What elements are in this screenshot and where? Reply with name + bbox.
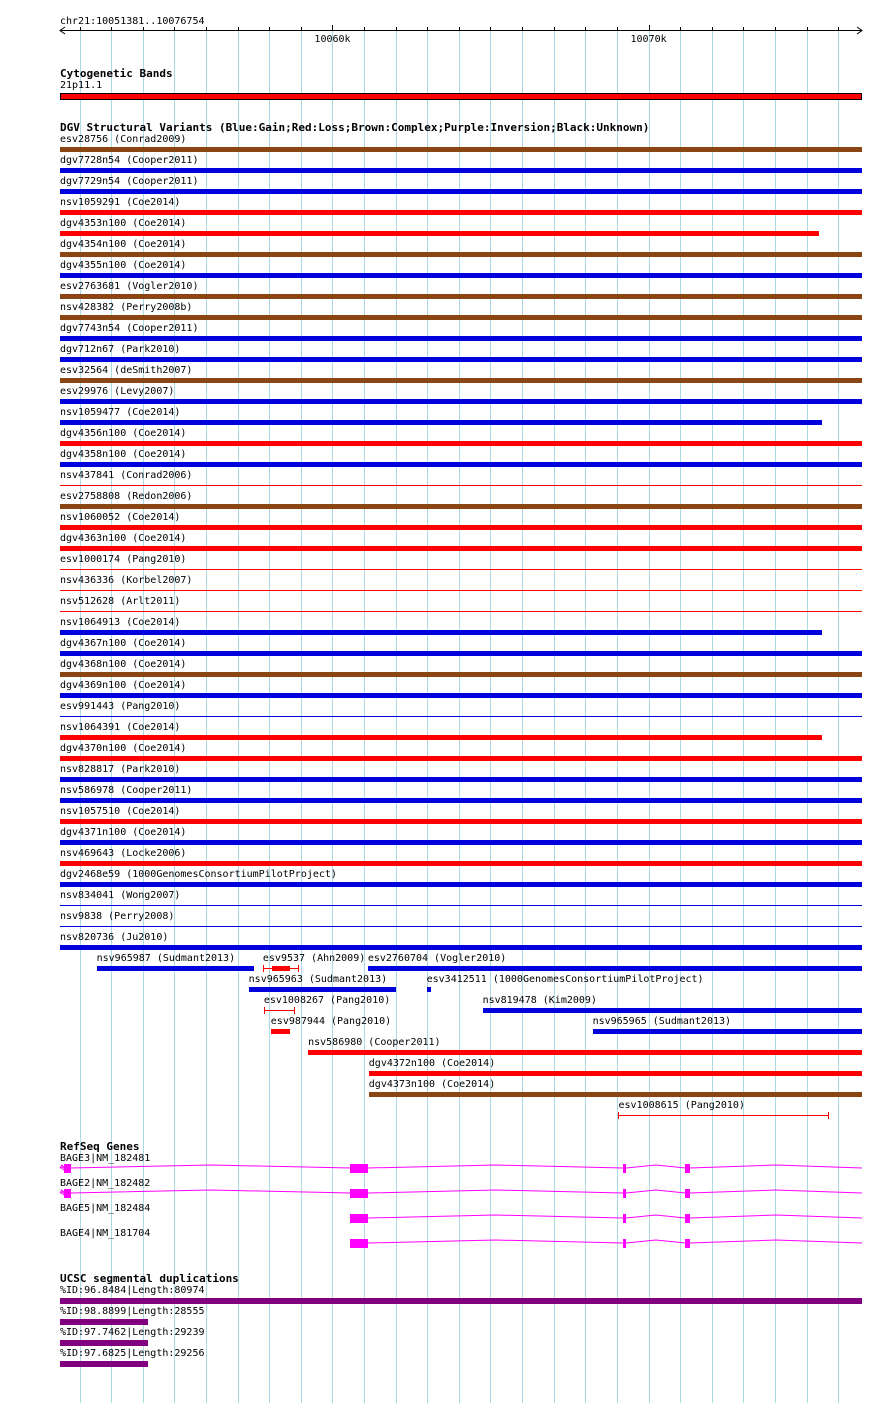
variant-label: nsv965987 (Sudmant2013) xyxy=(96,953,236,964)
variant-label: nsv428382 (Perry2008b) xyxy=(60,302,193,313)
variant-label: nsv1057510 (Coe2014) xyxy=(60,806,181,817)
dgv-track-title: DGV Structural Variants (Blue:Gain;Red:Loss;Brown:Complex;Purple:Inversion;Black:Unknown) xyxy=(60,121,650,134)
variant-label: nsv586980 (Cooper2011) xyxy=(308,1037,441,1048)
gene-exon xyxy=(685,1164,689,1173)
segdup-label: %ID:97.7462|Length:29239 xyxy=(60,1327,205,1338)
variant-label: nsv834041 (Wong2007) xyxy=(60,890,181,901)
variant-label: nsv1059291 (Coe2014) xyxy=(60,197,181,208)
ruler-tick-label: 10060k xyxy=(314,34,351,45)
variant-label: dgv4353n100 (Coe2014) xyxy=(60,218,187,229)
variant-bar xyxy=(60,441,862,446)
variant-bar xyxy=(60,336,862,341)
variant-label: dgv7729n54 (Cooper2011) xyxy=(60,176,199,187)
variant-label: nsv512628 (Arlt2011) xyxy=(60,596,181,607)
variant-bar xyxy=(60,147,862,152)
variant-bar xyxy=(368,966,862,971)
variant-label: esv1000174 (Pang2010) xyxy=(60,554,187,565)
variant-bar xyxy=(97,966,255,971)
variant-label: nsv1059477 (Coe2014) xyxy=(60,407,181,418)
variant-label: esv2763681 (Vogler2010) xyxy=(60,281,199,292)
variant-bar xyxy=(618,1115,828,1116)
gene-exon xyxy=(64,1164,71,1173)
gene-exon xyxy=(350,1164,368,1173)
gene-label: BAGE5|NM_182484 xyxy=(60,1203,151,1214)
variant-label: dgv4370n100 (Coe2014) xyxy=(60,743,187,754)
variant-label: esv28756 (Conrad2009) xyxy=(60,134,187,145)
segdup-label: %ID:97.6825|Length:29256 xyxy=(60,1348,205,1359)
variant-bar xyxy=(60,315,862,320)
variant-label: nsv586978 (Cooper2011) xyxy=(60,785,193,796)
location-label: chr21:10051381..10076754 xyxy=(60,16,205,27)
variant-cap xyxy=(828,1112,829,1119)
cytoband-label: 21p11.1 xyxy=(60,80,103,91)
variant-label: esv2760704 (Vogler2010) xyxy=(367,953,507,964)
variant-bar xyxy=(483,1008,862,1013)
gene-exon xyxy=(350,1239,368,1248)
variant-bar xyxy=(60,716,862,717)
gene-label: BAGE3|NM_182481 xyxy=(60,1153,151,1164)
variant-label: nsv1064391 (Coe2014) xyxy=(60,722,181,733)
variant-label: esv987944 (Pang2010) xyxy=(270,1016,392,1027)
gene-exon xyxy=(685,1189,689,1198)
cytoband-bar xyxy=(60,93,862,100)
variant-label: esv29976 (Levy2007) xyxy=(60,386,175,397)
variant-label: dgv4373n100 (Coe2014) xyxy=(368,1079,496,1090)
variant-label: dgv4358n100 (Coe2014) xyxy=(60,449,187,460)
variant-label: nsv9838 (Perry2008) xyxy=(60,911,175,922)
variant-bar xyxy=(60,462,862,467)
variant-bar xyxy=(60,294,862,299)
segdup-bar xyxy=(60,1361,148,1367)
variant-bar xyxy=(369,1092,862,1097)
variant-bar xyxy=(60,252,862,257)
variant-bar xyxy=(60,693,862,698)
gene-exon xyxy=(64,1189,71,1198)
refseq-track-title: RefSeq Genes xyxy=(60,1140,140,1153)
variant-bar xyxy=(271,1029,290,1034)
variant-bar xyxy=(60,611,862,612)
gene-exon xyxy=(350,1189,368,1198)
segdup-bar xyxy=(60,1319,148,1325)
gene-intron-line xyxy=(60,1165,862,1168)
gene-exon xyxy=(685,1239,689,1248)
variant-bar xyxy=(60,777,862,782)
variant-label: esv1008267 (Pang2010) xyxy=(263,995,391,1006)
variant-label: dgv4354n100 (Coe2014) xyxy=(60,239,187,250)
variant-core xyxy=(272,966,290,971)
variant-bar xyxy=(60,168,862,173)
variant-cap xyxy=(263,965,264,972)
variant-cap xyxy=(264,1007,265,1014)
variant-label: dgv4368n100 (Coe2014) xyxy=(60,659,187,670)
variant-label: esv991443 (Pang2010) xyxy=(60,701,181,712)
variant-label: dgv4371n100 (Coe2014) xyxy=(60,827,187,838)
variant-cap xyxy=(618,1112,619,1119)
variant-label: nsv437841 (Conrad2006) xyxy=(60,470,193,481)
variant-label: esv1008615 (Pang2010) xyxy=(618,1100,745,1111)
variant-bar xyxy=(60,672,862,677)
variant-bar xyxy=(60,485,862,486)
variant-label: dgv7743n54 (Cooper2011) xyxy=(60,323,199,334)
variant-label: nsv1060052 (Coe2014) xyxy=(60,512,181,523)
variant-label: esv32564 (deSmith2007) xyxy=(60,365,193,376)
segdup-bar xyxy=(60,1340,148,1346)
variant-bar xyxy=(60,210,862,215)
variant-bar xyxy=(60,882,862,887)
variant-bar xyxy=(60,756,862,761)
variant-bar xyxy=(60,590,862,591)
variant-bar xyxy=(60,926,862,927)
gene-exon xyxy=(623,1189,626,1198)
variant-label: nsv436336 (Korbel2007) xyxy=(60,575,193,586)
variant-bar xyxy=(60,546,862,551)
gene-exon xyxy=(623,1164,626,1173)
variant-label: dgv4355n100 (Coe2014) xyxy=(60,260,187,271)
variant-label: nsv820736 (Ju2010) xyxy=(60,932,169,943)
variant-bar xyxy=(60,798,862,803)
ruler-tick-label: 10070k xyxy=(630,34,667,45)
variant-bar xyxy=(60,378,862,383)
variant-bar xyxy=(60,273,862,278)
segdup-bar xyxy=(60,1298,862,1304)
variant-label: dgv4367n100 (Coe2014) xyxy=(60,638,187,649)
variant-bar xyxy=(60,905,862,906)
variant-bar xyxy=(369,1071,862,1076)
variant-label: nsv965963 (Sudmant2013) xyxy=(248,974,388,985)
segdup-label: %ID:98.8899|Length:28555 xyxy=(60,1306,205,1317)
variant-label: nsv828817 (Park2010) xyxy=(60,764,181,775)
variant-bar xyxy=(60,420,822,425)
gene-exon xyxy=(623,1214,626,1223)
variant-label: nsv1064913 (Coe2014) xyxy=(60,617,181,628)
variant-label: dgv4356n100 (Coe2014) xyxy=(60,428,187,439)
variant-label: nsv965965 (Sudmant2013) xyxy=(592,1016,732,1027)
variant-label: dgv712n67 (Park2010) xyxy=(60,344,181,355)
variant-bar xyxy=(264,1010,295,1011)
variant-cap xyxy=(294,1007,295,1014)
variant-bar xyxy=(60,651,862,656)
variant-label: nsv819478 (Kim2009) xyxy=(482,995,597,1006)
variant-label: dgv4363n100 (Coe2014) xyxy=(60,533,187,544)
variant-label: dgv2468e59 (1000GenomesConsortiumPilotProject) xyxy=(60,869,337,880)
variant-label: dgv7728n54 (Cooper2011) xyxy=(60,155,199,166)
variant-bar xyxy=(593,1029,862,1034)
gene-exon xyxy=(350,1214,368,1223)
variant-bar xyxy=(427,987,431,992)
variant-bar xyxy=(60,189,862,194)
gene-label: BAGE4|NM_181704 xyxy=(60,1228,151,1239)
gene-intron-line xyxy=(60,1190,862,1193)
variant-label: dgv4372n100 (Coe2014) xyxy=(368,1058,496,1069)
cytoband-track-title: Cytogenetic Bands xyxy=(60,67,173,80)
variant-label: esv9537 (Ahn2009) xyxy=(262,953,366,964)
variant-bar xyxy=(60,735,822,740)
variant-bar xyxy=(249,987,396,992)
variant-bar xyxy=(60,504,862,509)
variant-bar xyxy=(60,630,822,635)
variant-bar xyxy=(60,819,862,824)
gene-label: BAGE2|NM_182482 xyxy=(60,1178,151,1189)
variant-bar xyxy=(60,357,862,362)
gene-exon xyxy=(685,1214,689,1223)
gene-exon xyxy=(623,1239,626,1248)
variant-label: esv2758808 (Redon2006) xyxy=(60,491,193,502)
variant-bar xyxy=(60,231,819,236)
variant-bar xyxy=(60,525,862,530)
segdup-track-title: UCSC segmental duplications xyxy=(60,1272,239,1285)
variant-cap xyxy=(298,965,299,972)
variant-bar xyxy=(60,945,862,950)
variant-label: esv3412511 (1000GenomesConsortiumPilotProject) xyxy=(426,974,704,985)
variant-label: nsv469643 (Locke2006) xyxy=(60,848,187,859)
variant-label: dgv4369n100 (Coe2014) xyxy=(60,680,187,691)
variant-bar xyxy=(60,569,862,570)
variant-bar xyxy=(60,861,862,866)
variant-bar xyxy=(308,1050,862,1055)
variant-bar xyxy=(60,399,862,404)
segdup-label: %ID:96.8484|Length:80974 xyxy=(60,1285,205,1296)
variant-bar xyxy=(60,840,862,845)
